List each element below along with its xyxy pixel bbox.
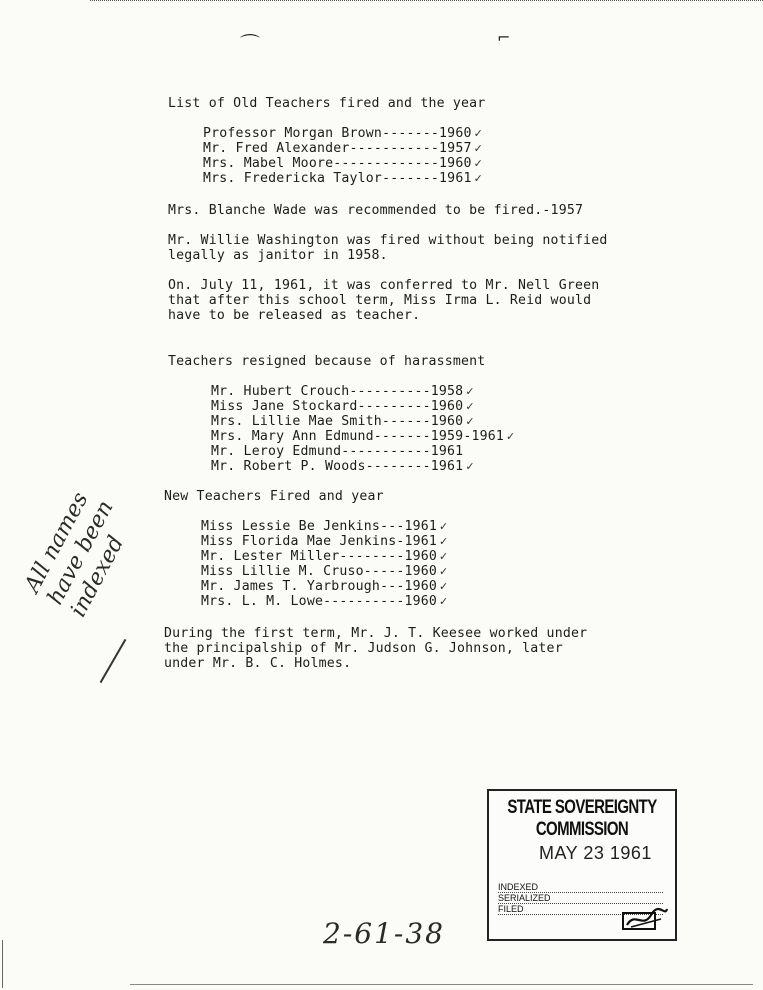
- stamp-field-filed: FILED: [498, 904, 663, 915]
- check-mark: ✓: [465, 400, 475, 413]
- list-item: Mr. James T. Yarbrough---1960 ✓: [201, 579, 449, 594]
- stamp-title: STATE SOVEREIGNTY COMMISSION: [507, 795, 657, 841]
- scan-left-edge: [2, 940, 3, 988]
- check-mark: ✓: [473, 142, 484, 155]
- stamp-field-serialized: SERIALIZED: [498, 893, 663, 904]
- resigned-heading: Teachers resigned because of harassment: [168, 354, 486, 369]
- list-item: Mrs. Lillie Mae Smith------1960 ✓: [211, 414, 475, 429]
- file-number: 2-61-38: [323, 917, 445, 950]
- list-item: Mr. Hubert Crouch----------1958 ✓: [211, 384, 475, 399]
- new-fired-heading: New Teachers Fired and year: [164, 489, 384, 504]
- stamp-field-indexed: INDEXED: [498, 882, 663, 893]
- list-item: Mrs. Mabel Moore-------------1960 ✓: [203, 156, 484, 171]
- check-mark: ✓: [439, 520, 449, 533]
- list-item: Miss Florida Mae Jenkins-1961 ✓: [201, 534, 449, 549]
- check-mark: ✓: [473, 157, 484, 170]
- check-mark: ✓: [473, 172, 484, 185]
- check-mark: ✓: [506, 430, 516, 443]
- scan-top-edge: [90, 0, 763, 3]
- list-item: Miss Jane Stockard---------1960 ✓: [211, 399, 475, 414]
- paragraph-wade: Mrs. Blanche Wade was recommended to be fired.-1957: [168, 203, 584, 218]
- check-mark: ✓: [439, 565, 449, 578]
- check-mark: ✓: [439, 595, 449, 608]
- document-heading: List of Old Teachers fired and the year: [168, 96, 486, 111]
- stamp-date: MAY 23 1961: [539, 843, 652, 863]
- check-mark: ✓: [465, 415, 475, 428]
- scan-bottom-edge: [130, 984, 753, 985]
- list-item: Mr. Leroy Edmund-----------1961: [211, 444, 464, 459]
- list-item: Miss Lessie Be Jenkins---1961 ✓: [201, 519, 449, 534]
- check-mark: ✓: [473, 127, 484, 140]
- list-item: Mr. Lester Miller--------1960 ✓: [201, 549, 449, 564]
- scan-mark: ⌐: [497, 28, 511, 47]
- list-item: Professor Morgan Brown-------1960 ✓: [203, 126, 484, 141]
- handwritten-margin-note: All names have been indexed: [20, 488, 130, 622]
- list-item: Mrs. Fredericka Taylor-------1961 ✓: [203, 171, 484, 186]
- initials-scribble-icon: [621, 907, 669, 933]
- check-mark: ✓: [465, 385, 475, 398]
- check-mark: ✓: [439, 580, 449, 593]
- list-item: Mr. Robert P. Woods--------1961 ✓: [211, 459, 475, 474]
- list-item: Mr. Fred Alexander-----------1957 ✓: [203, 141, 484, 156]
- received-stamp: [487, 789, 677, 941]
- list-item: Mrs. L. M. Lowe----------1960 ✓: [201, 594, 449, 609]
- handwritten-stroke: [100, 639, 127, 683]
- paragraph-keesee: During the first term, Mr. J. T. Keesee worked under the principalship of Mr. Judson G. Johnson, later under Mr. B. C. Holmes.: [164, 626, 588, 671]
- list-item: Miss Lillie M. Cruso-----1960 ✓: [201, 564, 449, 579]
- list-item: Mrs. Mary Ann Edmund-------1959-1961 ✓: [211, 429, 516, 444]
- check-mark: ✓: [465, 460, 475, 473]
- paragraph-reid: On. July 11, 1961, it was conferred to Mr. Nell Green that after this school term, Miss Irma L. Reid would have to be released as teacher.: [168, 278, 600, 323]
- paragraph-washington: Mr. Willie Washington was fired without being notified legally as janitor in 1958.: [168, 233, 608, 263]
- check-mark: ✓: [439, 550, 449, 563]
- check-mark: ✓: [439, 535, 449, 548]
- scan-mark: ⌒: [240, 32, 260, 56]
